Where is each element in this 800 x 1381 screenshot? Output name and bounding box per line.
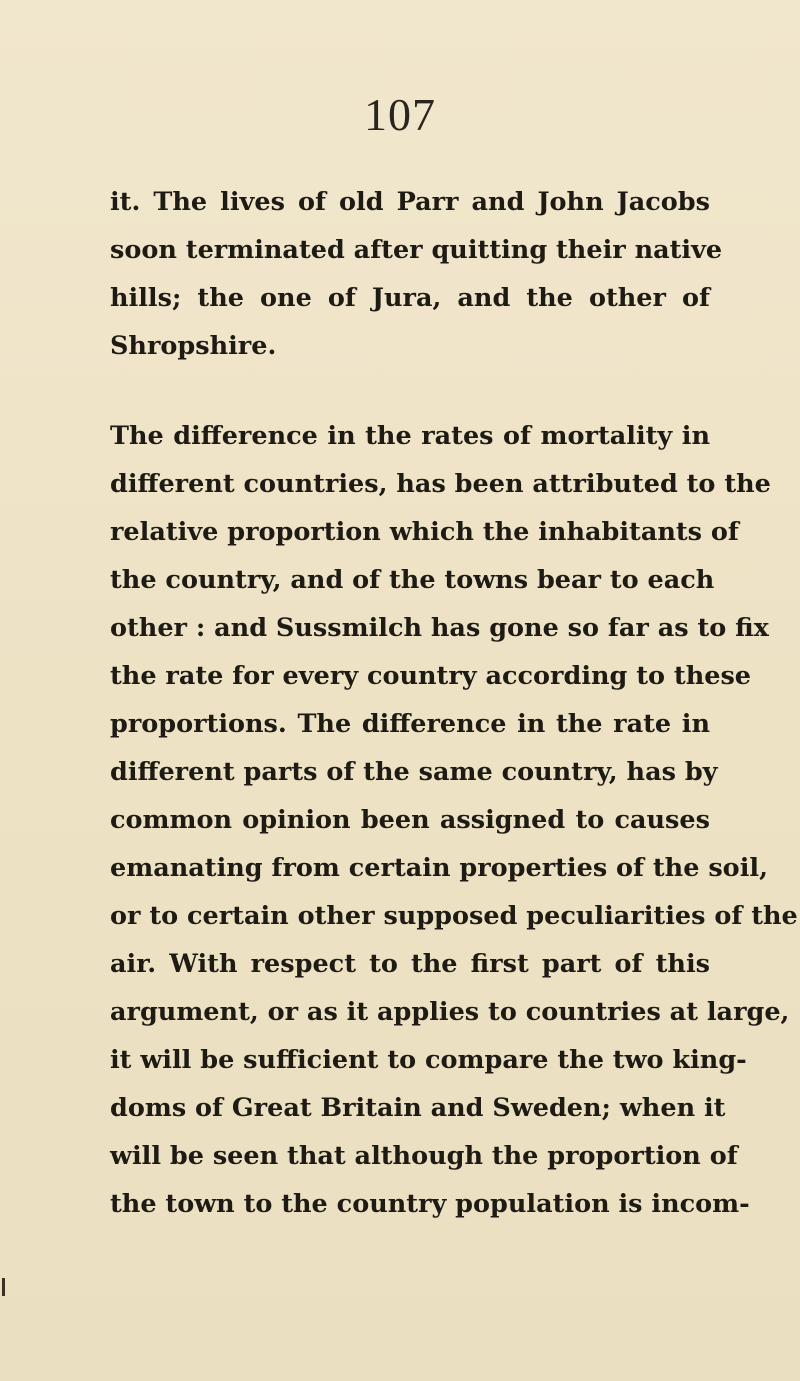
text-line: doms of Great Britain and Sweden; when it xyxy=(110,1093,726,1123)
text-line: or to certain other supposed peculiarities of the xyxy=(110,901,798,931)
text-line: hills; the one of Jura, and the other of xyxy=(110,283,710,313)
text-line: different parts of the same country, has by xyxy=(110,757,718,787)
page-number: 107 xyxy=(364,89,436,140)
text-line: Shropshire. xyxy=(110,331,277,361)
text-line: emanating from certain properties of the soil, xyxy=(110,853,768,883)
paragraph-2 xyxy=(110,412,798,1228)
text-line: it. The lives of old Parr and John Jacobs xyxy=(110,187,710,217)
text-line: soon terminated after quitting their native xyxy=(110,235,723,265)
text-line: air. With respect to the first part of this xyxy=(110,949,710,979)
text-line: common opinion been assigned to causes xyxy=(110,805,710,835)
page-edge-mark xyxy=(2,1278,5,1296)
text-line: proportions. The difference in the rate in xyxy=(110,709,710,739)
text-line: different countries, has been attributed to the xyxy=(110,469,771,499)
text-line: The difference in the rates of mortality in xyxy=(110,421,710,451)
paragraph-1 xyxy=(110,178,723,370)
text-line: will be seen that although the proportion of xyxy=(110,1141,738,1171)
text-line: the town to the country population is incom- xyxy=(110,1189,750,1219)
text-line: the country, and of the towns bear to each xyxy=(110,565,715,595)
body-text xyxy=(110,178,798,1228)
text-line: it will be sufficient to compare the two king- xyxy=(110,1045,747,1075)
text-line: the rate for every country according to these xyxy=(110,661,752,691)
paragraph-gap xyxy=(110,370,710,412)
text-line: argument, or as it applies to countries at large, xyxy=(110,997,790,1027)
text-line: other : and Sussmilch has gone so far as to fix xyxy=(110,613,769,643)
text-line: relative proportion which the inhabitants of xyxy=(110,517,739,547)
